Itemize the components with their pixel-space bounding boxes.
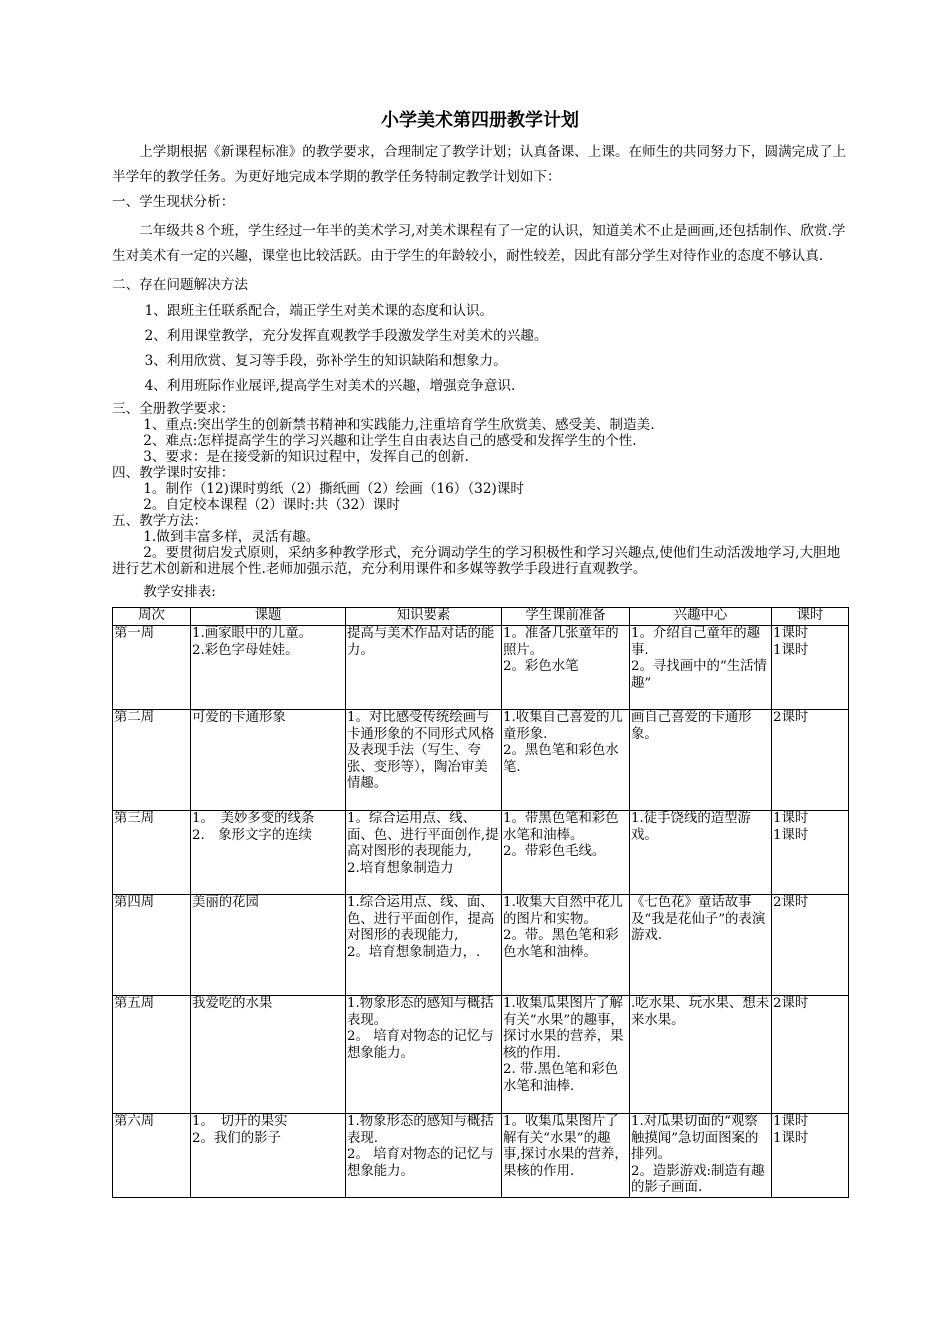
cell-line: 第一周 (114, 626, 155, 641)
intro-paragraph: 上学期根据《新课程标准》的教学要求，合理制定了教学计划；认真备课、上课。在师生的共同努力下，圆满完成了上半学年的教学任务。为更好地完成本学期的教学任务特制定教学计划如下： (112, 144, 847, 185)
cell-line: 我爱吃的水果 (192, 996, 273, 1011)
cell-knowledge (346, 811, 502, 895)
cell-line: 第六周 (114, 1114, 155, 1129)
cell-line: 1.对瓜果切面的“观察触摸闻”急切面图案的排列。 (631, 1114, 759, 1162)
table-header-row (113, 608, 849, 626)
cell-week (113, 996, 191, 1114)
cell-knowledge (346, 895, 502, 996)
section2-item: 4、利用班际作业展评,提高学生对美术的兴趣，增强竞争意识. (144, 378, 516, 394)
section3-item: 2、难点:怎样提高学生的学习兴趣和让学生自由表达自己的感受和发挥学生的个性. (143, 433, 637, 449)
cell-interest (630, 1114, 772, 1198)
cell-line: 2。 培育对物态的记忆与想象能力。 (347, 1029, 494, 1061)
cell-week (113, 710, 191, 811)
section3-item: 3、要求：是在接受新的知识过程中，发挥自己的创新. (143, 449, 469, 465)
cell-line: 1.综合运用点、线、面、色、进行平面创作，提高对图形的表现能力, (347, 895, 495, 943)
cell-topic (191, 1114, 346, 1198)
cell-line: 2.培育想象制造力 (347, 860, 454, 876)
cell-hours (772, 895, 849, 996)
cell-line: 画自己喜爱的卡通形象。 (631, 710, 752, 742)
section1-heading: 一、学生现状分析： (112, 194, 235, 210)
cell-line: 1课时 (773, 827, 809, 843)
cell-knowledge (346, 710, 502, 811)
cell-line: 2。培育想象制造力，. (347, 944, 481, 960)
cell-line: 1。收集瓜果图片了解有关“水果”的趣事,探讨水果的营养，果核的作用. (503, 1114, 628, 1179)
cell-line: 1.物象形态的感知与概括表现. (347, 1114, 494, 1146)
cell-line: 2。 培育对物态的记忆与想象能力。 (347, 1147, 494, 1179)
cell-topic (191, 710, 346, 811)
cell-interest (630, 811, 772, 895)
cell-line: .吃水果、玩水果、想未来水果。 (631, 996, 770, 1028)
cell-line: 2。寻找画中的“生活情趣” (631, 659, 767, 691)
document-page (112, 108, 848, 1198)
cell-preparation (502, 895, 630, 996)
section4-item: 2。自定校本课程（2）课时:共（32）课时 (143, 497, 400, 513)
cell-line: 1.收集自己喜爱的儿童形象. (503, 710, 623, 742)
cell-knowledge (346, 626, 502, 710)
header-interest: 兴趣中心 (630, 608, 772, 626)
cell-line: 1。综合运用点、线、面、色、进行平面创作,提高对图形的表现能力, (347, 811, 499, 859)
cell-week (113, 1114, 191, 1198)
cell-hours (772, 710, 849, 811)
section1-body: 二年级共８个班，学生经过一年半的美术学习,对美术课程有了一定的认识，知道美术不止是画画,还包括制作、欣赏.学生对美术有一定的兴趣，课堂也比较活跃。由于学生的年龄较小，耐性较差，因此有部分学生对待作业的态度不够认真. (112, 223, 846, 264)
cell-line: 第四周 (114, 895, 155, 910)
cell-line: 1。 美妙多变的线条 (192, 811, 315, 826)
cell-topic (191, 626, 346, 710)
cell-interest (630, 710, 772, 811)
table-row (113, 626, 849, 710)
cell-line: 2课时 (773, 710, 809, 725)
cell-interest (630, 626, 772, 710)
cell-preparation (502, 811, 630, 895)
cell-line: 2。带彩色毛线。 (503, 844, 606, 859)
cell-week (113, 811, 191, 895)
cell-line: 1课时 (773, 1130, 809, 1146)
cell-line: 2。造影游戏:制造有趣的影子画面. (631, 1163, 765, 1195)
cell-line: 1。准备几张童年的照片。 (503, 626, 619, 658)
section4-item: 1。制作（12)课时剪纸（2）撕纸画（2）绘画（16）（32)课时 (143, 481, 524, 497)
cell-week (113, 895, 191, 996)
cell-preparation (502, 996, 630, 1114)
header-knowledge: 知识要素 (346, 608, 502, 626)
cell-line: 1.画家眼中的儿童。 (192, 626, 312, 641)
cell-line: 提高与美术作品对话的能力。 (347, 626, 495, 658)
cell-line: 2. 象形文字的连续 (192, 827, 312, 843)
cell-topic (191, 895, 346, 996)
section5-heading: 五、教学方法： (112, 513, 208, 529)
section2-item: 3、利用欣赏、复习等手段，弥补学生的知识缺陷和想象力。 (144, 353, 507, 369)
table-row (113, 996, 849, 1114)
table-row (113, 895, 849, 996)
section3-item: 1、重点:突出学生的创新禁书精神和实践能力,注重培育学生欣赏美、感受美、制造美. (143, 417, 655, 433)
header-hours: 课时 (772, 608, 849, 626)
cell-line: 1课时 (773, 811, 809, 826)
table-row (113, 811, 849, 895)
cell-line: 1课时 (773, 626, 809, 641)
cell-line: 1.物象形态的感知与概括表现。 (347, 996, 494, 1028)
header-week: 周次 (113, 608, 191, 626)
section4-heading: 四、教学课时安排： (112, 465, 235, 481)
cell-line: 1。 切开的果实 (192, 1114, 288, 1129)
cell-line: 可爱的卡通形象 (192, 710, 286, 725)
cell-hours (772, 626, 849, 710)
cell-line: 2。带。黑色笔和彩色水笔和油棒。 (503, 928, 619, 960)
cell-topic (191, 811, 346, 895)
cell-week (113, 626, 191, 710)
cell-line: 2课时 (773, 895, 809, 910)
cell-line: 1.收集瓜果图片了解有关“水果”的趣事，探讨水果的营养，果核的作用. (503, 996, 624, 1061)
document-title: 小学美术第四册教学计划 (381, 110, 579, 131)
cell-line: 1。介绍自己童年的趣事. (631, 626, 761, 658)
cell-knowledge (346, 1114, 502, 1198)
section5-item: 1.做到丰富多样，灵活有趣。 (143, 529, 320, 545)
cell-line: 1.收集大自然中花儿的图片和实物。 (503, 895, 623, 927)
cell-hours (772, 811, 849, 895)
cell-topic (191, 996, 346, 1114)
cell-line: 2.彩色字母娃娃。 (192, 642, 299, 658)
cell-interest (630, 996, 772, 1114)
header-topic: 课题 (191, 608, 346, 626)
section3-heading: 三、全册教学要求： (112, 401, 235, 417)
cell-line: 2. 带.黑色笔和彩色水笔和油棒. (503, 1062, 619, 1094)
schedule-table (112, 607, 849, 1198)
section2-item: 2、利用课堂教学，充分发挥直观教学手段激发学生对美术的兴趣。 (144, 328, 548, 344)
header-preparation: 学生课前准备 (502, 608, 630, 626)
cell-preparation (502, 710, 630, 811)
cell-line: 第二周 (114, 710, 155, 725)
cell-line: 1。带黑色笔和彩色水笔和油棒。 (503, 811, 619, 843)
cell-hours (772, 1114, 849, 1198)
table-caption: 教学安排表: (143, 584, 216, 600)
cell-line: 2。彩色水笔 (503, 659, 579, 674)
cell-line: 第三周 (114, 811, 155, 826)
cell-interest (630, 895, 772, 996)
cell-line: 2。我们的影子 (192, 1130, 281, 1146)
cell-knowledge (346, 996, 502, 1114)
table-row (113, 710, 849, 811)
cell-line: 1课时 (773, 1114, 809, 1129)
cell-preparation (502, 626, 630, 710)
section2-item: 1、跟班主任联系配合，端正学生对美术课的态度和认识。 (144, 303, 494, 319)
cell-line: 1课时 (773, 642, 809, 658)
section5-item: 2。要贯彻启发式原则，采纳多种教学形式，充分调动学生的学习积极性和学习兴趣点,使他们生动活泼地学习,大胆地进行艺术创新和进展个性.老师加强示范，充分利用课件和多媒等教学手段进行直观教学。 (112, 545, 841, 577)
table-row (113, 1114, 849, 1198)
section2-heading: 二、存在问题解决方法 (112, 277, 248, 293)
cell-line: 2。黑色笔和彩色水笔. (503, 743, 619, 775)
cell-line: 2课时 (773, 996, 809, 1011)
cell-hours (772, 996, 849, 1114)
cell-line: 《七色花》童话故事及“我是花仙子”的表演游戏. (631, 895, 766, 943)
cell-line: 1.徒手饶线的造型游戏。 (631, 811, 751, 843)
cell-line: 第五周 (114, 996, 155, 1011)
cell-line: 1。对比感受传统绘画与卡通形象的不同形式风格及表现手法（写生、夸张、变形等），陶冶审美情趣。 (347, 710, 495, 791)
cell-line: 美丽的花园 (192, 895, 259, 910)
cell-preparation (502, 1114, 630, 1198)
